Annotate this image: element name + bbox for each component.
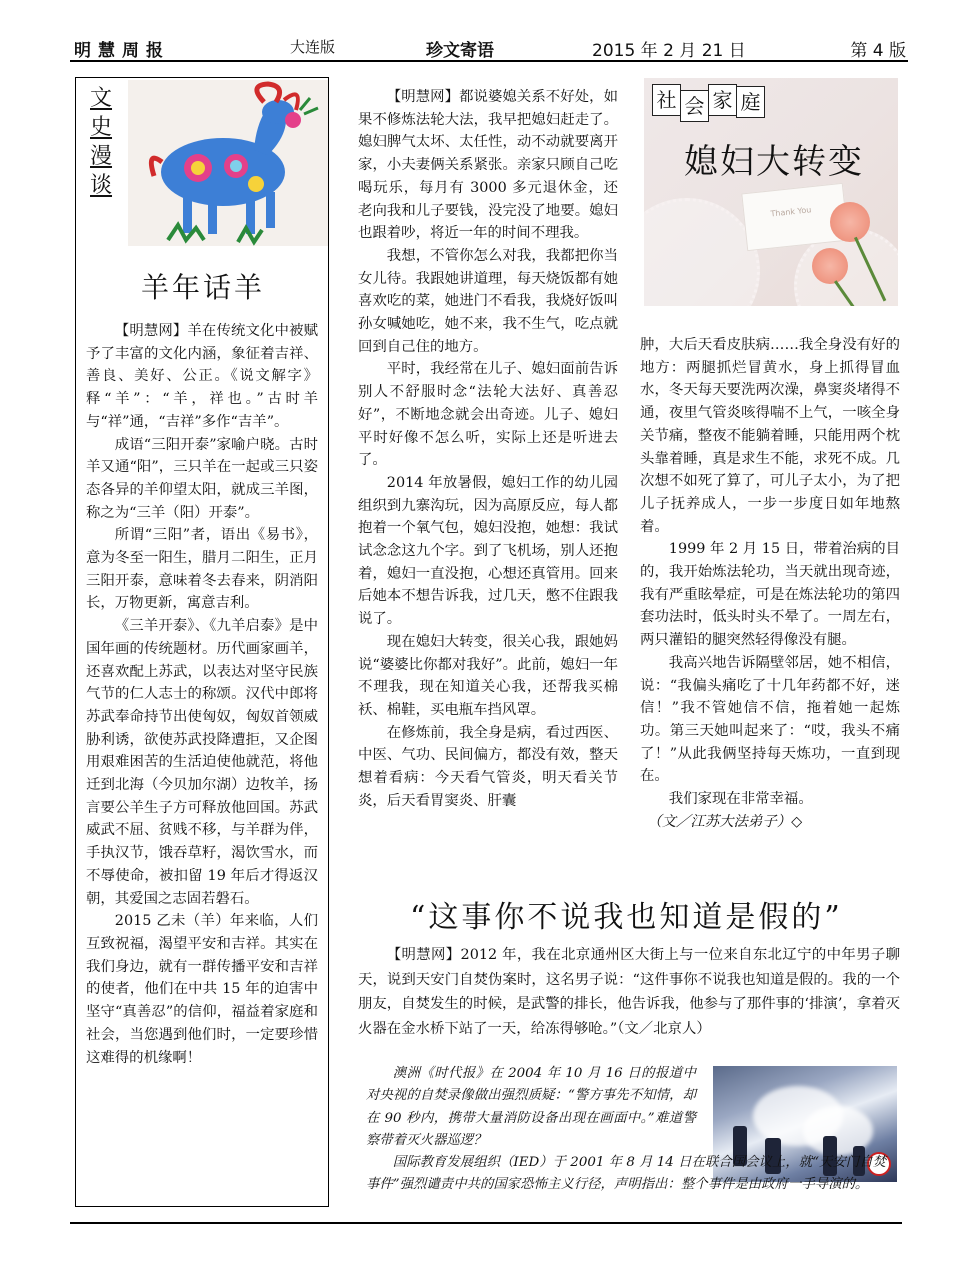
paragraph: 【明慧网】2012 年，我在北京通州区大街上与一位来自东北辽宁的中年男子聊天，说到天安门自焚伪案时，这名男子说：“这件事你不说我也知道是假的。我的一个朋友，自焚发生的时候，是武警的排长，他告诉我，他参与了那件事的‘排演’，拿着灭火器在金水桥下站了一天，给冻得够呛。”（文／北京人） <box>358 947 900 1037</box>
column-tag-char: 史 <box>90 115 113 140</box>
paragraph: 1999 年 2 月 15 日，带着治病的目的，我开始炼法轮功，当天就出现奇迹，我有严重眩晕症，可是在炼法轮功的第四套功法时，低头时头不晕了。一周左右，两只灌铅的腿突然轻得像没有腿。 <box>640 541 900 649</box>
left-article-box <box>75 77 329 1207</box>
left-article-title: 羊年话羊 <box>140 271 265 304</box>
left-article-body <box>86 320 318 1069</box>
paragraph: 2014 年放暑假，媳妇工作的幼儿园组织到九寨沟玩，因为高原反应，每人都抱着一个氧气包，媳妇没抱，她想：我试试念念这九个字。到了飞机场，别人还抱着，媳妇一直没抱，心想还真管用。回来后她本不想告诉我，过几天，憋不住跟我说了。 <box>358 474 618 628</box>
column-label: 珍文寄语 <box>426 41 494 61</box>
sheep-icon <box>128 80 328 246</box>
card-text: Thank You <box>770 205 812 219</box>
family-article-body-right <box>640 334 900 833</box>
carnation-icon <box>830 202 870 242</box>
quote-block-times <box>366 1063 696 1152</box>
column-tag-char: 会 <box>680 90 709 122</box>
paragraph: 我高兴地告诉隔壁邻居，她不相信，说：“我偏头痛吃了十几年药都不好，迷信！”我不管她信不信，拖着她一起炼功。第三天她叫起来了：“哎，我头不痛了！”从此我俩坚持每天炼功，一直到现在。 <box>640 654 900 785</box>
masthead <box>74 34 906 62</box>
paragraph: 我们家现在非常幸福。 <box>668 791 813 808</box>
family-article-body-middle <box>358 86 618 813</box>
paragraph: 2015 乙未（羊）年来临，人们互致祝福，渴望平安和吉祥。其实在我们身边，就有一群传播平安和吉祥的使者，他们在中共 15 年的迫害中坚守“真善忍”的信仰，福益着家庭和社会，当您遇到他们时，一定要珍惜这难得的机缘啊！ <box>86 913 318 1066</box>
paragraph: 【明慧网】都说婆媳关系不好处，如果不修炼法轮大法，我早把媳妇赶走了。媳妇脾气太坏、太任性，动不动就要离开家，小夫妻俩关系紧张。亲家只顾自己吃喝玩乐，每月有 3000 多元退休金，还老向我和儿子要钱，没完没了地要。媳妇也跟着吵，将近一年的时间不理我。 <box>358 89 618 242</box>
page-number: 第 4 版 <box>850 41 906 61</box>
sheep-papercut-image <box>128 80 328 246</box>
page-bottom-rule <box>70 1222 902 1224</box>
column-tag-char: 庭 <box>736 86 765 118</box>
column-tag-vertical <box>90 84 118 200</box>
column-tag-char: 谈 <box>90 173 113 198</box>
paragraph: 现在媳妇大转变，很关心我，跟她妈说“婆婆比你都对我好”。此前，媳妇一年不理我，现在知道关心我，还帮我买棉袄、棉鞋，买电瓶车挡风罩。 <box>358 633 618 718</box>
column-tag-social-family <box>652 84 764 122</box>
quote-block-ied <box>366 1152 886 1197</box>
paragraph: 【明慧网】羊在传统文化中被赋予了丰富的文化内涵，象征着吉祥、善良、美好、公正。《说文解字》释“羊”：“羊，祥也。”古时羊与“祥”通，“吉祥”多作“吉羊”。 <box>86 323 318 430</box>
family-article-title: 媳妇大转变 <box>684 142 864 182</box>
byline: （文／江苏大法弟子）◇ <box>647 813 803 830</box>
bottom-article-body <box>358 943 900 1041</box>
masthead-rule <box>70 60 908 62</box>
paragraph: 在修炼前，我全身是病，看过西医、中医、气功、民间偏方，都没有效，整天想着看病：今天看气管炎，明天看关节炎，后天看胃窦炎、肝囊 <box>358 724 618 809</box>
column-tag-char: 漫 <box>90 144 113 169</box>
paragraph: 国际教育发展组织（IED）于 2001 年 8 月 14 日在联合国会议上，就“天安门自焚事件”强烈谴责中共的国家恐怖主义行径，声明指出：整个事件是由政府一手导演的。 <box>366 1155 886 1193</box>
paragraph: 平时，我经常在儿子、媳妇面前告诉别人不舒服时念“法轮大法好、真善忍好”，不断地念就会出奇迹。儿子、媳妇平时好像不怎么听，实际上还是听进去了。 <box>358 361 618 469</box>
paragraph: 所谓“三阳”者，语出《易书》，意为冬至一阳生，腊月二阳生，正月三阳开泰，意味着冬去春来，阴消阳长，万物更新，寓意吉利。 <box>86 527 318 612</box>
newspaper-name: 明慧周报 <box>74 41 170 61</box>
paragraph: 我想，不管你怎么对我，我都把你当女儿待。我跟她讲道理，每天烧饭都有她喜欢吃的菜，她进门不看我，我烧好饭叫孙女喊她吃，她不来，我不生气，吃点就回到自己住的地方。 <box>358 247 618 355</box>
paragraph: 肿，大后天看皮肤病……我全身没有好的地方：两腿抓烂冒黄水，身上抓得冒血水，冬天每天要洗两次澡，鼻窦炎堵得不通，夜里气管炎咳得喘不上气，一咳全身关节痛，整夜不能躺着睡，只能用两个枕头靠着睡，真是求生不能，求死不成。几次想不如死了算了，可儿子太小，为了把儿子抚养成人，一步一步度日如年地熬着。 <box>640 337 900 535</box>
bottom-article-title: “这事你不说我也知道是假的” <box>410 900 843 935</box>
column-tag-char: 社 <box>652 84 681 116</box>
carnation-icon <box>812 248 848 284</box>
issue-date: 2015 年 2 月 21 日 <box>592 41 746 61</box>
edition-label: 大连版 <box>290 38 336 56</box>
family-header-image <box>644 78 898 306</box>
column-tag-char: 家 <box>708 84 737 116</box>
paragraph: 《三羊开泰》、《九羊启泰》是中国年画的传统题材。历代画家画羊，还喜欢配上苏武，以表达对坚守民族气节的仁人志士的称颂。汉代中郎将苏武奉命持节出使匈奴，匈奴首领威胁利诱，欲使苏武投降遭拒，又企图用艰难困苦的生活迫使他就范，将他迁到北海（今贝加尔湖）边牧羊，扬言要公羊生子方可释放他回国。苏武威武不屈、贫贱不移，与羊群为伴，手执汉节，饿吞草籽，渴饮雪水，而不辱使命，被扣留 19 年后才得返汉朝，其爱国之志固若磐石。 <box>86 618 318 907</box>
column-tag-char: 文 <box>90 86 113 111</box>
paragraph: 成语“三阳开泰”家喻户晓。古时羊又通“阳”，三只羊在一起或三只姿态各异的羊仰望太阳，就成三羊图，称之为“三羊（阳）开泰”。 <box>86 436 318 521</box>
paragraph: 澳洲《时代报》在 2004 年 10 月 16 日的报道中对央视的自焚录像做出强烈质疑：“警方事先不知情，却在 90 秒内，携带大量消防设备出现在画面中。”难道警察带着灭火器巡逻？ <box>366 1066 696 1148</box>
